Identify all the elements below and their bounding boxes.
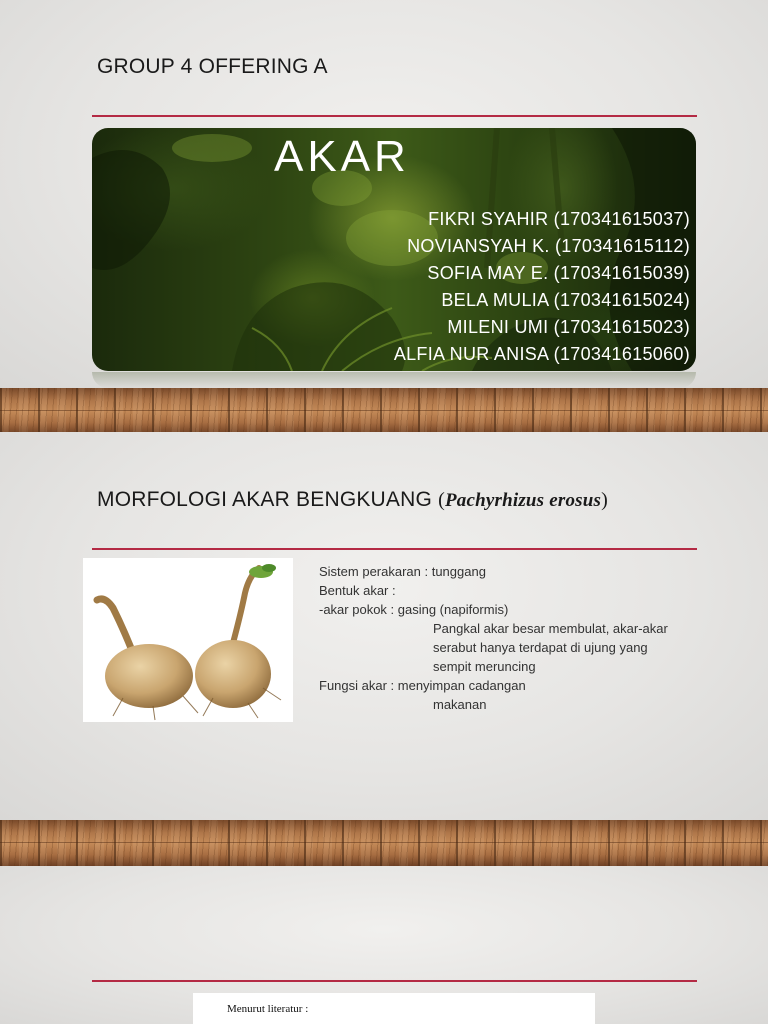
wood-floor-divider [0,388,768,434]
morphology-heading [97,488,608,512]
heading-divider [92,548,697,550]
jicama-image [83,558,293,722]
literature-box [193,993,595,1024]
group-heading: GROUP 4 OFFERING A [97,55,328,78]
info-line: Sistem perakaran : tunggang [319,564,486,579]
literature-label: Menurut literatur : [227,1003,309,1015]
info-line: makanan [433,697,487,712]
member-item: FIKRI SYAHIR (170341615037) [428,209,690,229]
info-line: Pangkal akar besar membulat, akar-akar [433,621,668,636]
title-banner [92,128,696,371]
info-line: sempit meruncing [433,659,536,674]
banner-title: AKAR [274,132,410,181]
member-item: ALFIA NUR ANISA (170341615060) [393,344,690,364]
member-item: BELA MULIA (170341615024) [441,290,690,310]
scientific-name: Pachyrhizus erosus [444,490,602,511]
info-line: Fungsi akar : menyimpan cadangan [319,678,526,693]
info-line: serabut hanya terdapat di ujung yang [433,640,648,655]
banner-reflection [92,372,696,388]
info-line: Bentuk akar : [319,583,396,598]
heading-divider [92,115,697,117]
heading-text: MORFOLOGI AKAR BENGKUANG [97,488,439,511]
paren-open: ( [438,489,445,511]
slide-title [0,0,768,388]
paren-close: ) [601,489,608,511]
jicama-photo [83,558,293,722]
info-line: -akar pokok : gasing (napiformis) [319,602,509,617]
member-item: SOFIA MAY E. (170341615039) [427,263,690,283]
heading-divider [92,980,697,982]
member-item: MILENI UMI (170341615023) [447,317,690,337]
member-list [394,206,690,368]
wood-floor-divider [0,820,768,866]
member-item: NOVIANSYAH K. (170341615112) [407,236,690,256]
